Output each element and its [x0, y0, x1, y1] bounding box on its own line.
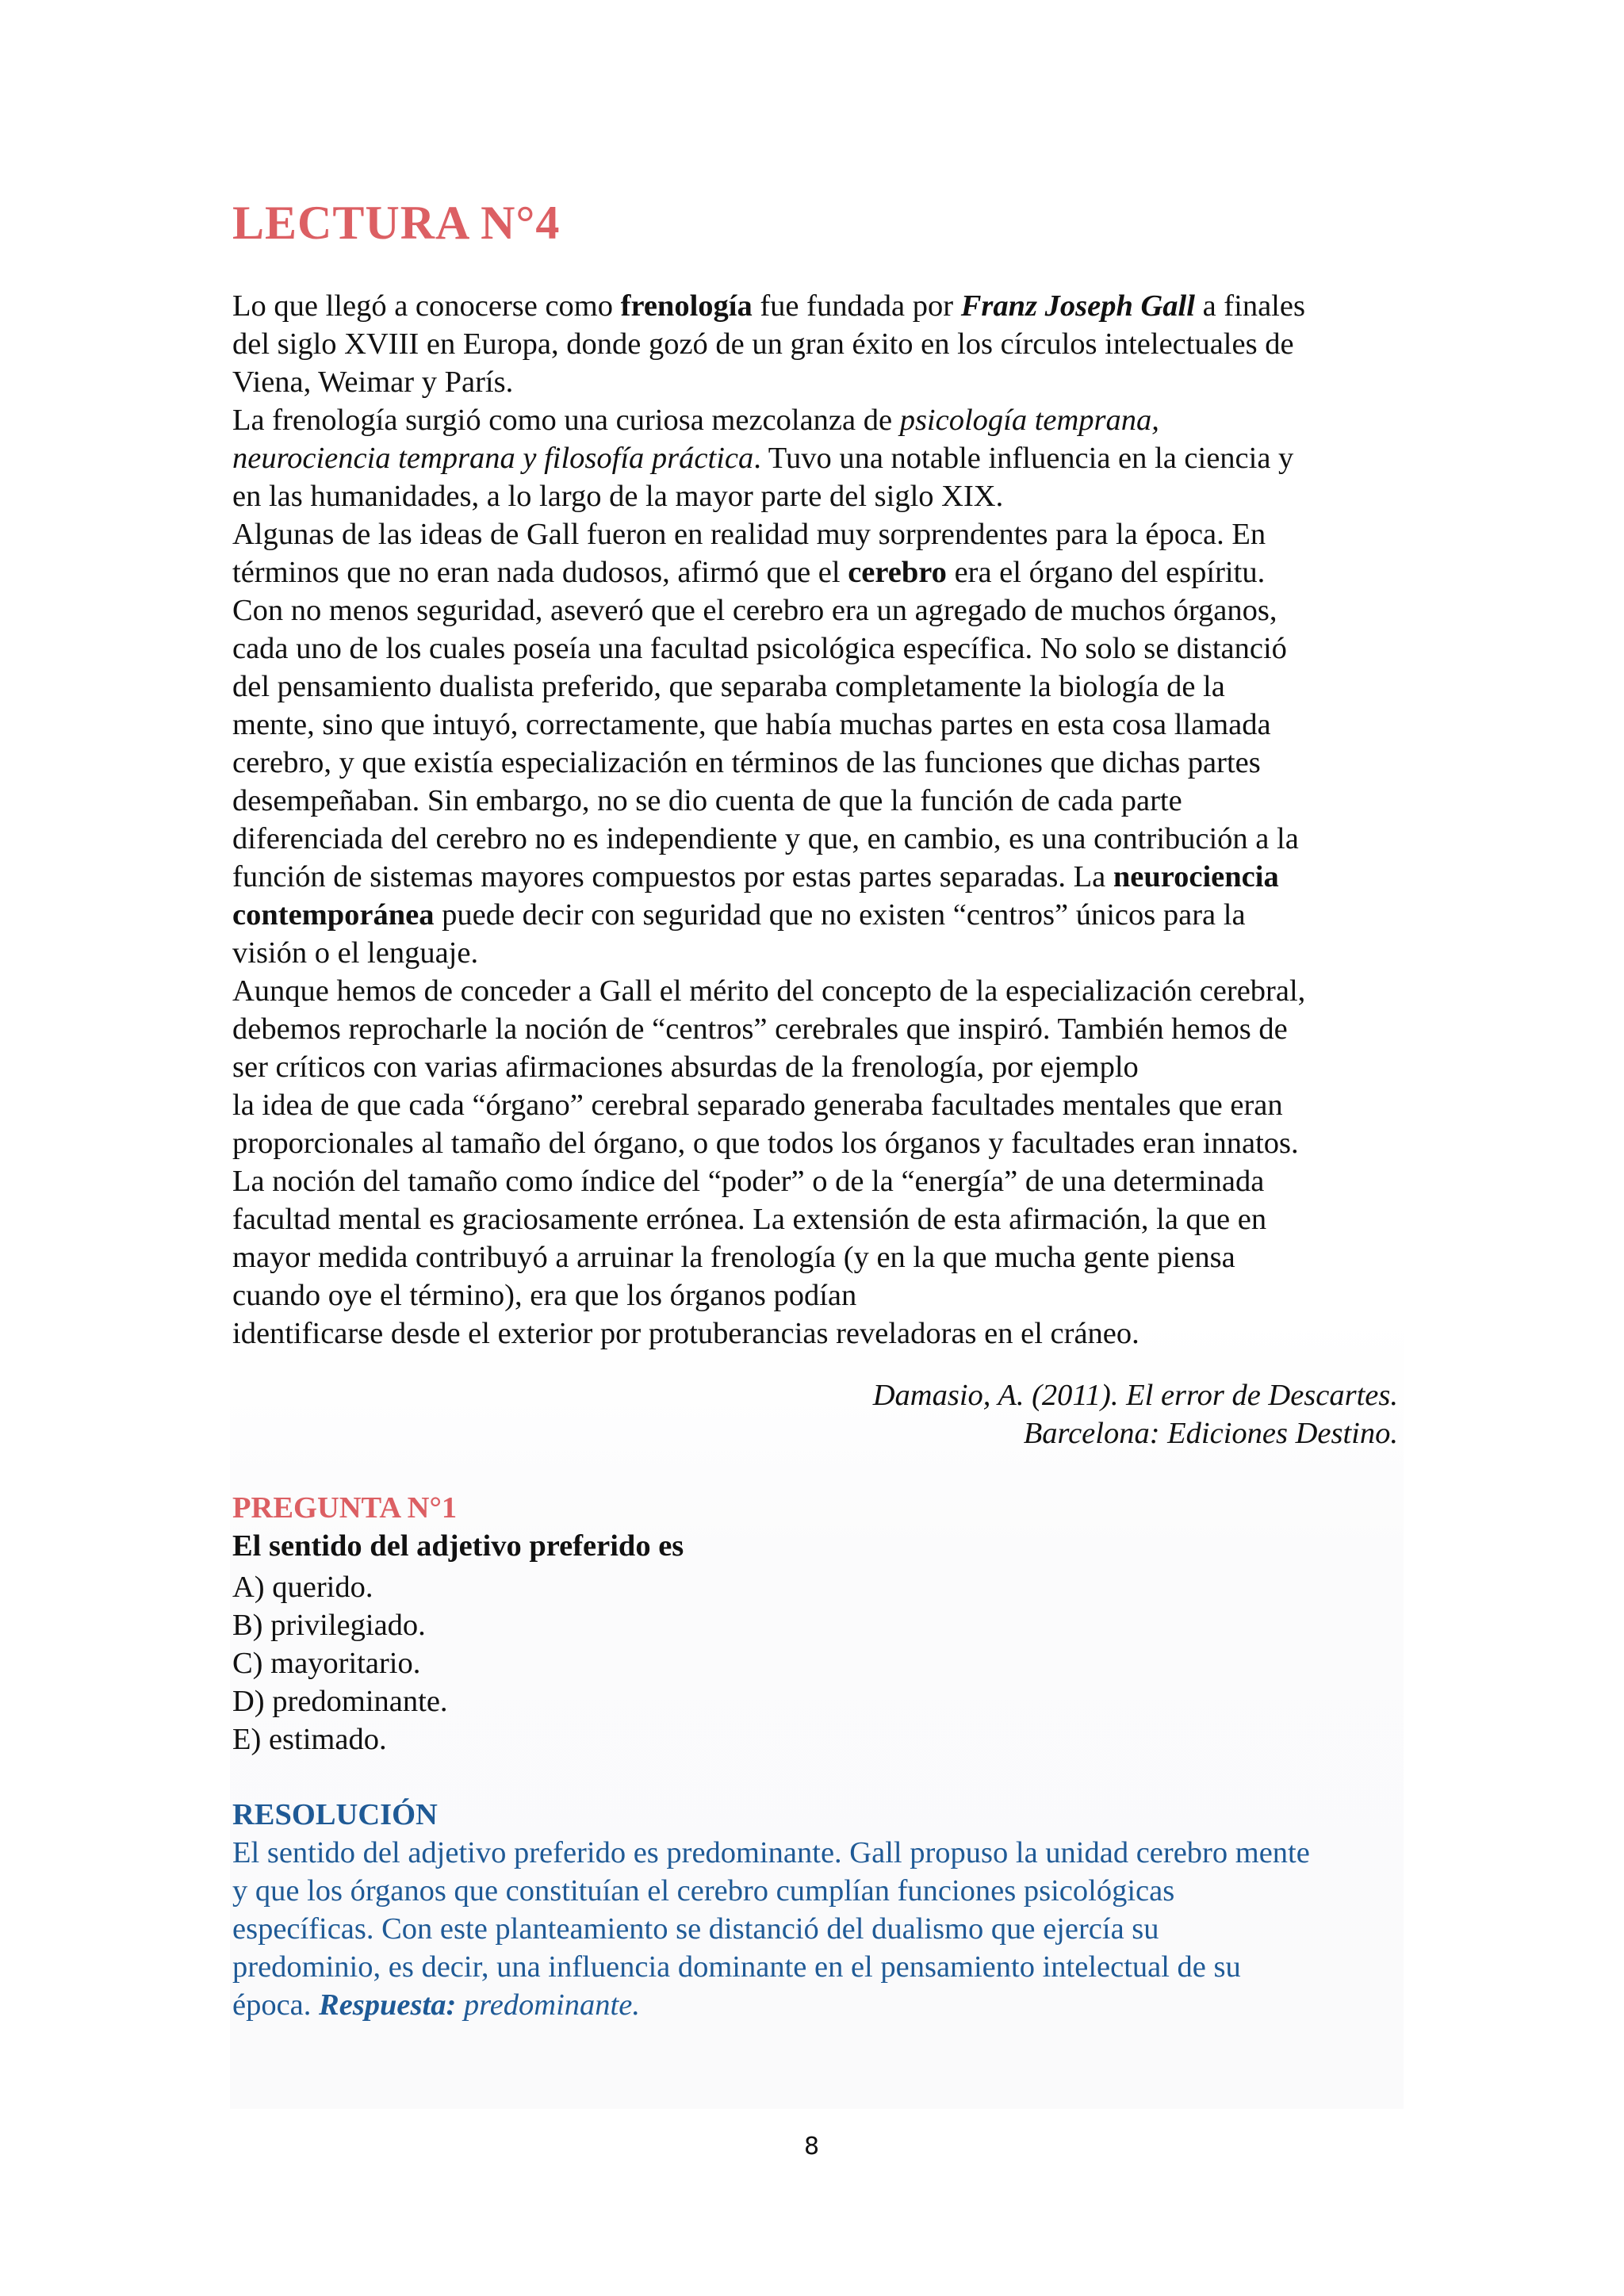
answer-option: C) mayoritario.: [232, 1647, 421, 1680]
text-line: [232, 668, 1398, 706]
text-run: cerebro, y que existía especialización en términos de las funciones que dichas partes: [232, 746, 1261, 779]
text-run: facultad mental es graciosamente errónea. La extensión de esta afirmación, la que en: [232, 1203, 1267, 1236]
reading-passage: [232, 287, 1398, 1353]
question-label: PREGUNTA N°1: [232, 1491, 458, 1525]
text-line: [232, 287, 1398, 325]
text-run: frenología: [620, 289, 753, 323]
text-line: [232, 706, 1398, 744]
text-line: [232, 782, 1398, 820]
text-run: cada uno de los cuales poseía una facultad psicológica específica. No solo se distanció: [232, 632, 1287, 665]
text-line: [232, 363, 1398, 401]
text-run: debemos reprocharle la noción de “centros” cerebrales que inspiró. También hemos de: [232, 1012, 1288, 1046]
text-line: [232, 325, 1398, 363]
text-run: Respuesta:: [319, 1988, 457, 2022]
text-run: Aunque hemos de conceder a Gall el mérito del concepto de la especialización cerebral,: [232, 974, 1306, 1008]
text-line: [232, 629, 1398, 668]
text-run: Con no menos seguridad, aseveró que el cerebro era un agregado de muchos órganos,: [232, 594, 1277, 627]
text-run: desempeñaban. Sin embargo, no se dio cuenta de que la función de cada parte: [232, 784, 1182, 817]
text-line: [232, 591, 1398, 629]
answer-options: [232, 1568, 448, 1758]
text-line: [232, 858, 1398, 896]
text-run: función de sistemas mayores compuestos por estas partes separadas. La: [232, 860, 1113, 894]
text-run: La noción del tamaño como índice del “poder” o de la “energía” de una determinada: [232, 1165, 1265, 1198]
text-run: la idea de que cada “órgano” cerebral separado generaba facultades mentales que eran: [232, 1089, 1283, 1122]
text-line: [232, 401, 1398, 439]
text-run: a finales: [1194, 289, 1305, 323]
text-run: mayor medida contribuyó a arruinar la frenología (y en la que mucha gente piensa: [232, 1241, 1235, 1274]
text-run: neurociencia temprana y filosofía práctica: [232, 442, 754, 475]
text-run: términos que no eran nada dudosos, afirmó que el: [232, 556, 848, 589]
text-run: La frenología surgió como una curiosa mezcolanza de: [232, 404, 900, 437]
text-line: [232, 1986, 1398, 2024]
text-line: [232, 744, 1398, 782]
text-line: [232, 896, 1398, 934]
answer-option: E) estimado.: [232, 1723, 387, 1756]
text-run: fue fundada por: [752, 289, 961, 323]
text-run: puede decir con seguridad que no existen “centros” únicos para la: [434, 898, 1246, 932]
text-line: [232, 1314, 1398, 1353]
answer-option: B) privilegiado.: [232, 1609, 426, 1642]
text-run: del siglo XVIII en Europa, donde gozó de un gran éxito en los círculos intelectuales de: [232, 327, 1294, 361]
text-line: [232, 934, 1398, 972]
text-run: identificarse desde el exterior por protuberancias reveladoras en el cráneo.: [232, 1317, 1139, 1350]
text-run: Algunas de las ideas de Gall fueron en realidad muy sorprendentes para la época. En: [232, 518, 1266, 551]
text-line: [232, 1238, 1398, 1276]
answer-option: A) querido.: [232, 1571, 373, 1604]
page-number: 8: [804, 2133, 820, 2160]
text-run: contemporánea: [232, 898, 435, 932]
resolution-text: [232, 1834, 1398, 2024]
text-run: Lo que llegó a conocerse como: [232, 289, 621, 323]
text-line: [232, 1162, 1398, 1200]
citation-line: Damasio, A. (2011). El error de Descartes.: [872, 1379, 1398, 1412]
text-line: [232, 1048, 1398, 1086]
text-run: predominante.: [456, 1988, 640, 2022]
text-run: cerebro: [848, 556, 947, 589]
text-run: y que los órganos que constituían el cerebro cumplían funciones psicológicas: [232, 1874, 1175, 1908]
text-line: [232, 439, 1398, 477]
text-line: [232, 820, 1398, 858]
text-run: diferenciada del cerebro no es independiente y que, en cambio, es una contribución a la: [232, 822, 1299, 855]
text-line: [232, 515, 1398, 553]
text-run: cuando oye el término), era que los órganos podían: [232, 1279, 857, 1312]
text-run: proporcionales al tamaño del órgano, o que todos los órganos y facultades eran innatos.: [232, 1127, 1299, 1160]
resolution-label: RESOLUCIÓN: [232, 1798, 438, 1831]
text-line: [232, 1010, 1398, 1048]
text-line: [232, 1948, 1398, 1986]
text-line: [232, 1872, 1398, 1910]
text-line: [232, 1124, 1398, 1162]
text-line: [232, 1276, 1398, 1314]
text-run: mente, sino que intuyó, correctamente, que había muchas partes en esta cosa llamada: [232, 708, 1271, 741]
text-run: visión o el lenguaje.: [232, 936, 479, 970]
text-run: Viena, Weimar y París.: [232, 365, 514, 399]
text-run: en las humanidades, a lo largo de la mayor parte del siglo XIX.: [232, 480, 1004, 513]
text-run: predominio, es decir, una influencia dominante en el pensamiento intelectual de su: [232, 1950, 1241, 1984]
text-run: ser críticos con varias afirmaciones absurdas de la frenología, por ejemplo: [232, 1050, 1139, 1084]
reading-title: LECTURA N°4: [232, 197, 561, 249]
text-run: psicología temprana,: [899, 404, 1159, 437]
text-line: [232, 1834, 1398, 1872]
citation: [873, 1376, 1398, 1452]
text-run: del pensamiento dualista preferido, que separaba completamente la biología de la: [232, 670, 1225, 703]
text-line: [232, 477, 1398, 515]
text-line: [232, 1200, 1398, 1238]
text-run: El sentido del adjetivo preferido es predominante. Gall propuso la unidad cerebro mente: [232, 1836, 1310, 1869]
text-line: [232, 553, 1398, 591]
question-stem: El sentido del adjetivo preferido es: [232, 1529, 684, 1563]
text-run: Franz Joseph Gall: [960, 289, 1195, 323]
text-run: . Tuvo una notable influencia en la ciencia y: [753, 442, 1294, 475]
text-run: específicas. Con este planteamiento se distanció del dualismo que ejercía su: [232, 1912, 1159, 1946]
text-line: [232, 1910, 1398, 1948]
text-run: época.: [232, 1988, 320, 2022]
text-run: era el órgano del espíritu.: [946, 556, 1266, 589]
answer-option: D) predominante.: [232, 1685, 448, 1718]
text-run: neurociencia: [1113, 860, 1279, 894]
text-line: [232, 972, 1398, 1010]
citation-line: Barcelona: Ediciones Destino.: [1023, 1417, 1398, 1450]
text-line: [232, 1086, 1398, 1124]
